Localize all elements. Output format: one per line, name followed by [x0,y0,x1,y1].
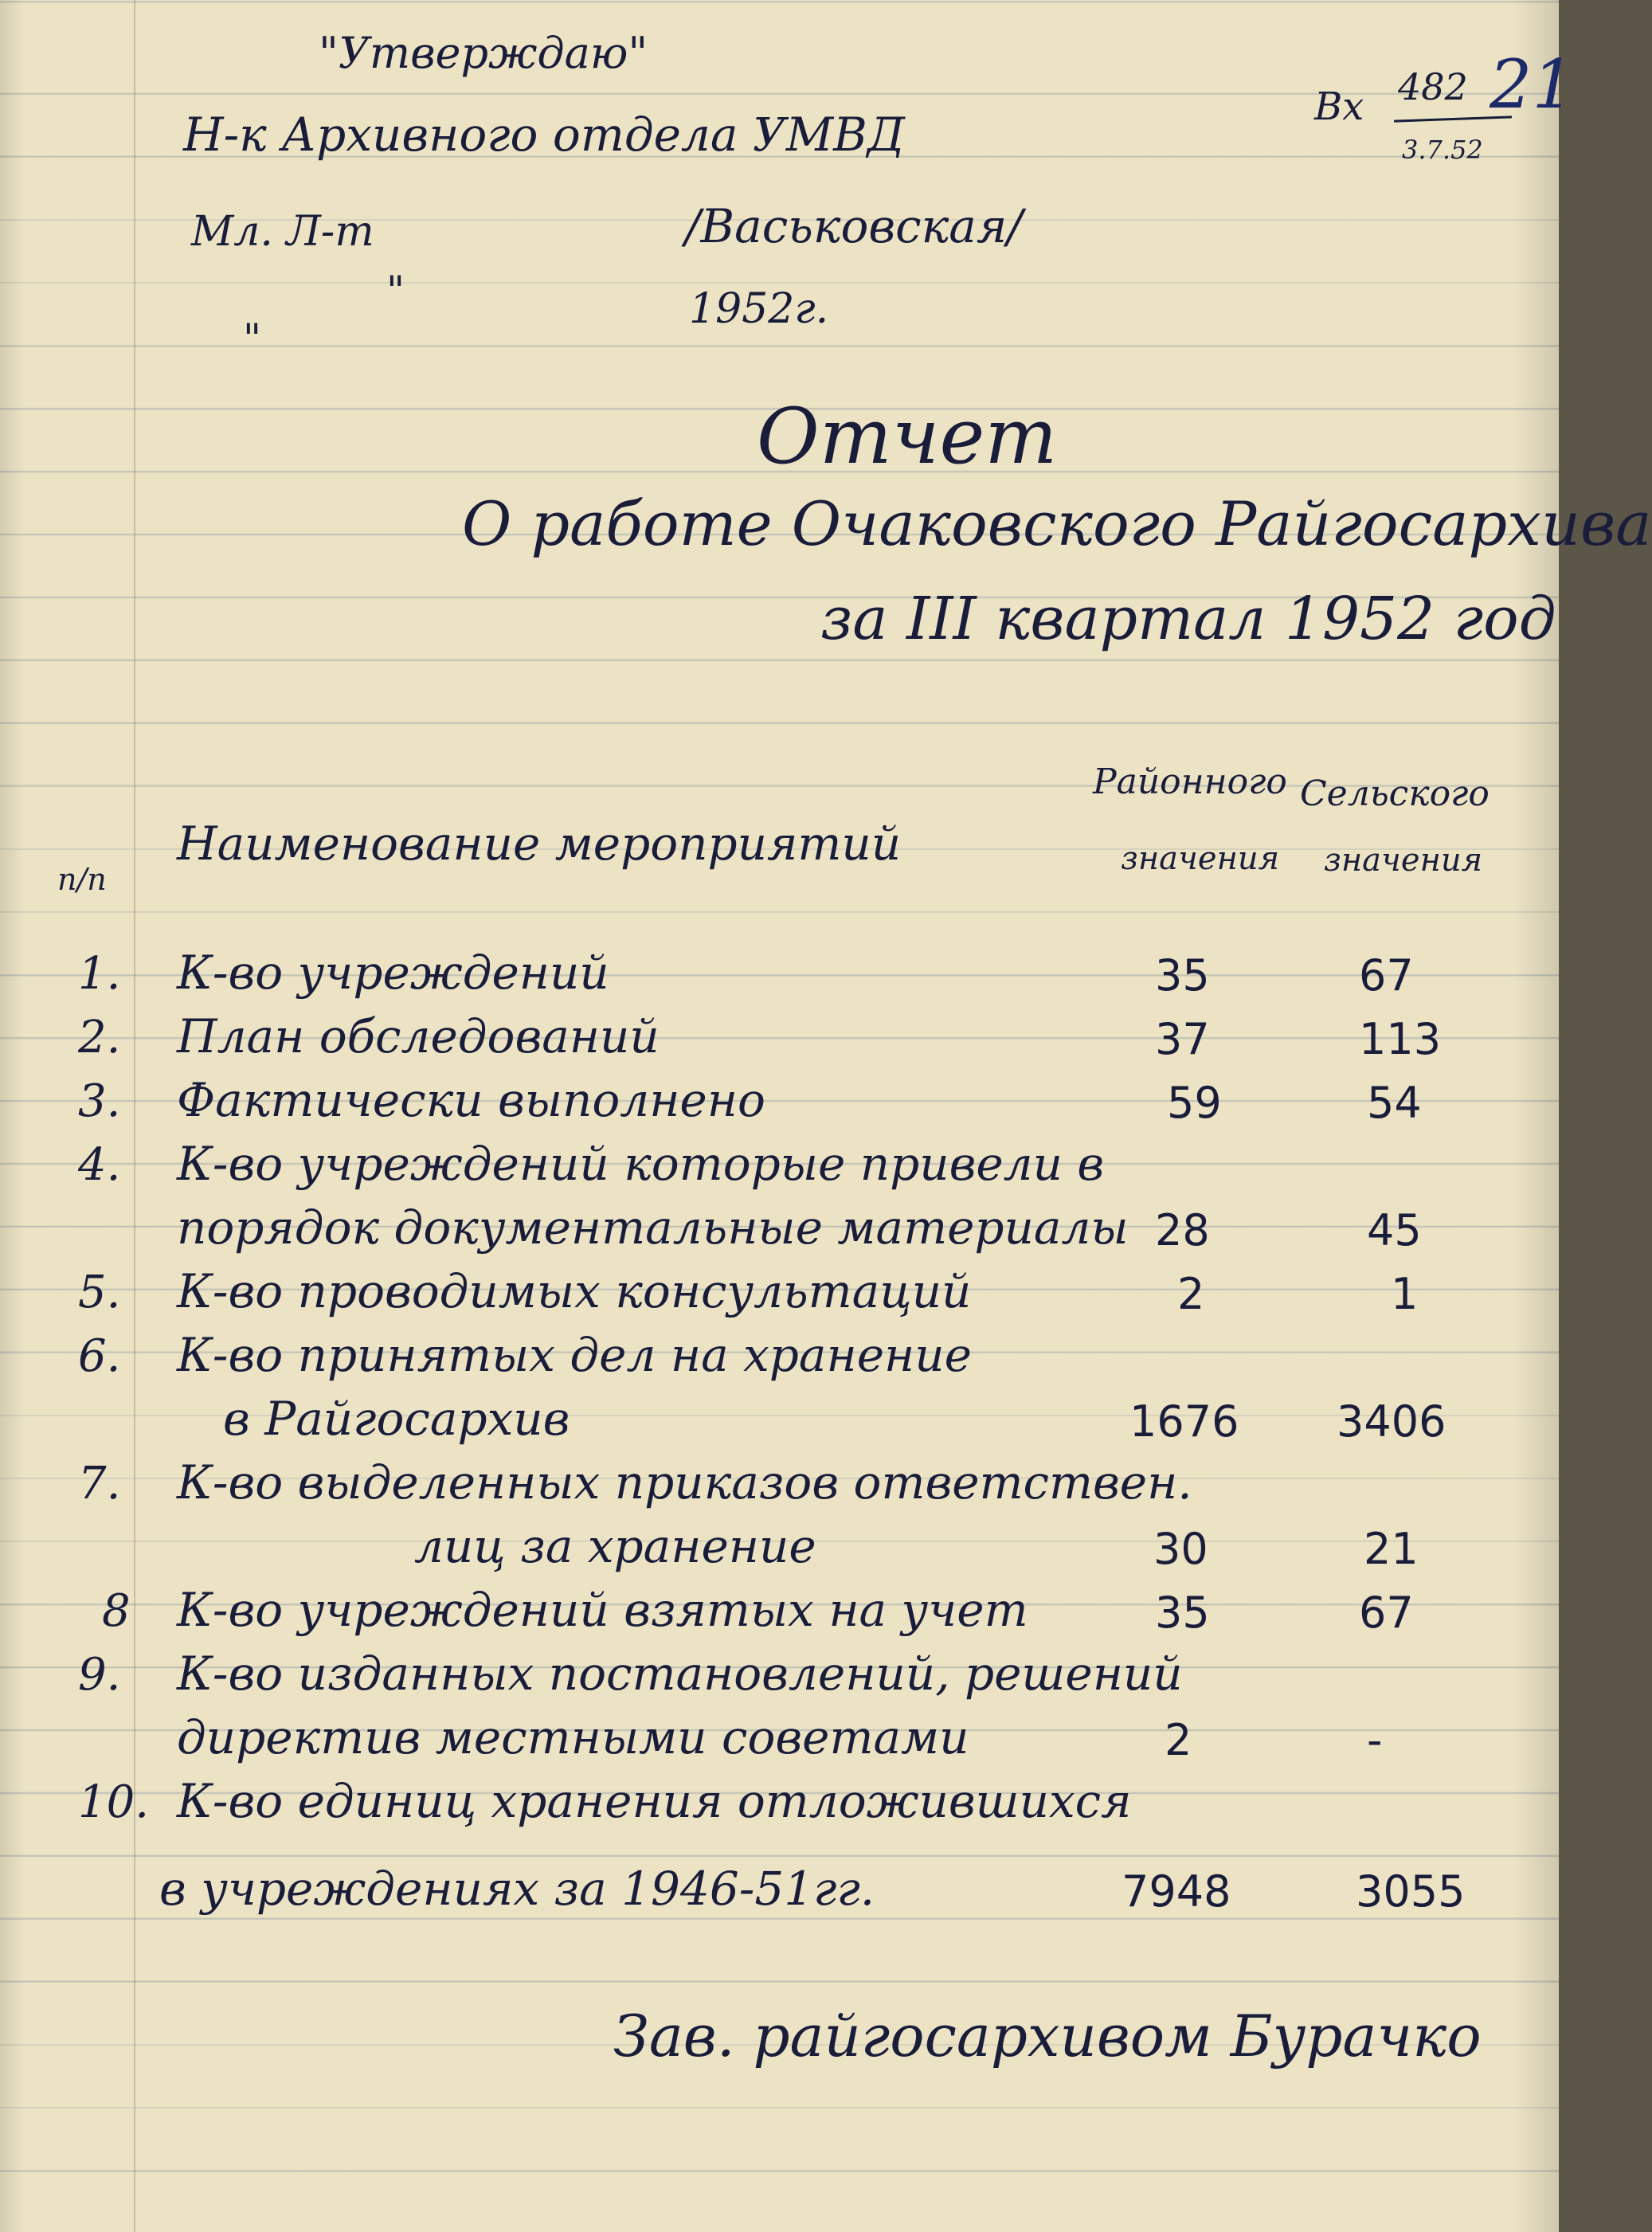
row-number: 8 [102,1585,131,1637]
row-name: К-во учреждений взятых на учет [177,1583,1028,1637]
row-name-continuation: в Райгосархив [223,1392,570,1446]
row-district-value: 1676 [1129,1396,1239,1447]
approval-position: Н-к Архивного отдела УМВД [183,108,905,162]
row-number: 3. [78,1075,121,1127]
row-district-value: 2 [1165,1715,1192,1765]
row-name: К-во учреждений [177,946,609,1000]
row-name: К-во единиц хранения отложившихся [177,1774,1132,1828]
row-district-value: 59 [1167,1078,1222,1128]
row-district-value: 2 [1177,1269,1205,1319]
row-number: 4. [78,1139,121,1191]
row-name-continuation: в учреждениях за 1946-51гг. [159,1862,875,1916]
margin-rule [134,0,135,2232]
row-rural-value: 3406 [1337,1396,1446,1447]
row-rural-value: 113 [1359,1014,1442,1064]
approval-signature: /Васьковская/ [685,199,1023,253]
row-number: 2. [78,1012,121,1063]
column-header-district-sub: значения [1121,840,1280,877]
row-rural-value: 45 [1367,1205,1422,1255]
column-header-number: п/п [57,862,107,897]
row-district-value: 30 [1153,1524,1208,1574]
row-rural-value: 3055 [1356,1866,1466,1917]
row-number: 7. [78,1458,121,1510]
row-name-continuation: директив местными советами [177,1710,969,1764]
row-rural-value: 67 [1359,1588,1414,1638]
row-name: К-во учреждений которые привели в [177,1137,1105,1191]
head-signature: Зав. райгосархивом Бурачко [613,2003,1482,2069]
report-title: Отчет [757,392,1058,481]
row-name: План обследований [177,1009,660,1063]
row-name: Фактически выполнено [177,1073,765,1127]
column-header-district: Районного [1093,762,1287,802]
row-rural-value: 1 [1391,1269,1419,1319]
row-number: 1. [78,948,121,1000]
approval-quote-mark: " [386,268,405,314]
column-header-rural-sub: значения [1324,842,1483,879]
row-rural-value: - [1367,1715,1383,1765]
approval-mark: " [243,315,261,362]
approval-rank: Мл. Л-т [191,208,374,256]
row-name: К-во изданных постановлений, решений [177,1647,1183,1701]
registration-number: 482 [1398,65,1468,108]
row-rural-value: 67 [1359,950,1414,1000]
row-district-value: 35 [1155,1588,1210,1638]
row-name-continuation: порядок документальные материалы [177,1200,1129,1255]
row-district-value: 37 [1155,1014,1210,1064]
row-name-continuation: лиц за хранение [414,1519,816,1573]
row-number: 5. [78,1267,121,1318]
row-district-value: 28 [1155,1205,1210,1255]
row-number: 9. [78,1649,121,1701]
row-name: К-во проводимых консультаций [177,1264,972,1318]
column-header-rural: Сельского [1300,773,1490,814]
approval-year: 1952г. [689,285,829,333]
report-subtitle: О работе Очаковского Райгосархива [462,488,1652,559]
column-header-name: Наименование мероприятий [177,816,902,871]
row-number: 10. [78,1776,150,1828]
row-district-value: 35 [1155,950,1210,1000]
sheet-number: 21 [1490,45,1575,123]
approval-heading: "Утверждаю" [319,28,648,78]
report-period: за III квартал 1952 год [820,585,1556,653]
row-name: К-во принятых дел на хранение [177,1328,972,1382]
row-district-value: 7948 [1122,1866,1231,1917]
row-rural-value: 54 [1367,1078,1422,1128]
registration-date: 3.7.52 [1402,135,1483,165]
row-rural-value: 21 [1364,1524,1419,1574]
registration-prefix: Вх [1314,84,1364,129]
row-name: К-во выделенных приказов ответствен. [177,1455,1192,1510]
row-number: 6. [78,1330,121,1382]
